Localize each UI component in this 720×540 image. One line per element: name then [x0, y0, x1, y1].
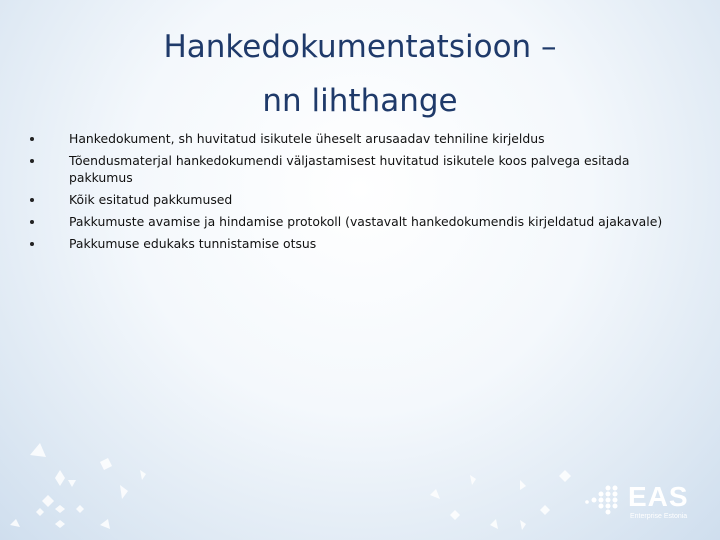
- logo-tagline: Enterprise Estonia: [630, 513, 688, 520]
- bullet-dot-icon: [30, 137, 34, 141]
- bullet-text: Pakkumuste avamise ja hindamise protokoll (vastavalt hankedokumendis kirjeldatud ajakavale): [69, 214, 663, 229]
- bullet-item: [30, 152, 670, 186]
- bullet-dot-icon: [30, 159, 34, 163]
- title-line-1: Hankedokumentatsioon –: [163, 29, 557, 65]
- bullet-text: Pakkumuse edukaks tunnistamise otsus: [69, 236, 317, 251]
- bullet-text: Hankedokument, sh huvitatud isikutele üheselt arusaadav tehniline kirjeldus: [69, 131, 545, 146]
- eas-logo: [580, 480, 700, 530]
- bullet-dot-icon: [30, 242, 34, 246]
- bullet-list: [30, 130, 670, 257]
- slide-title: [60, 20, 660, 128]
- bullet-dot-icon: [30, 220, 34, 224]
- eas-logo-mark-icon: [580, 482, 624, 516]
- bullet-item: [30, 235, 670, 252]
- logo-name: EAS: [628, 481, 689, 512]
- bullet-item: [30, 213, 670, 230]
- title-line-2: nn lihthange: [262, 83, 458, 119]
- bullet-item: [30, 191, 670, 208]
- bullet-text: Kõik esitatud pakkumused: [69, 192, 233, 207]
- bullet-item: [30, 130, 670, 147]
- bullet-text: Tõendusmaterjal hankedokumendi väljastamisest huvitatud isikutele koos palvega esitada pakkumus: [69, 153, 630, 185]
- bullet-dot-icon: [30, 198, 34, 202]
